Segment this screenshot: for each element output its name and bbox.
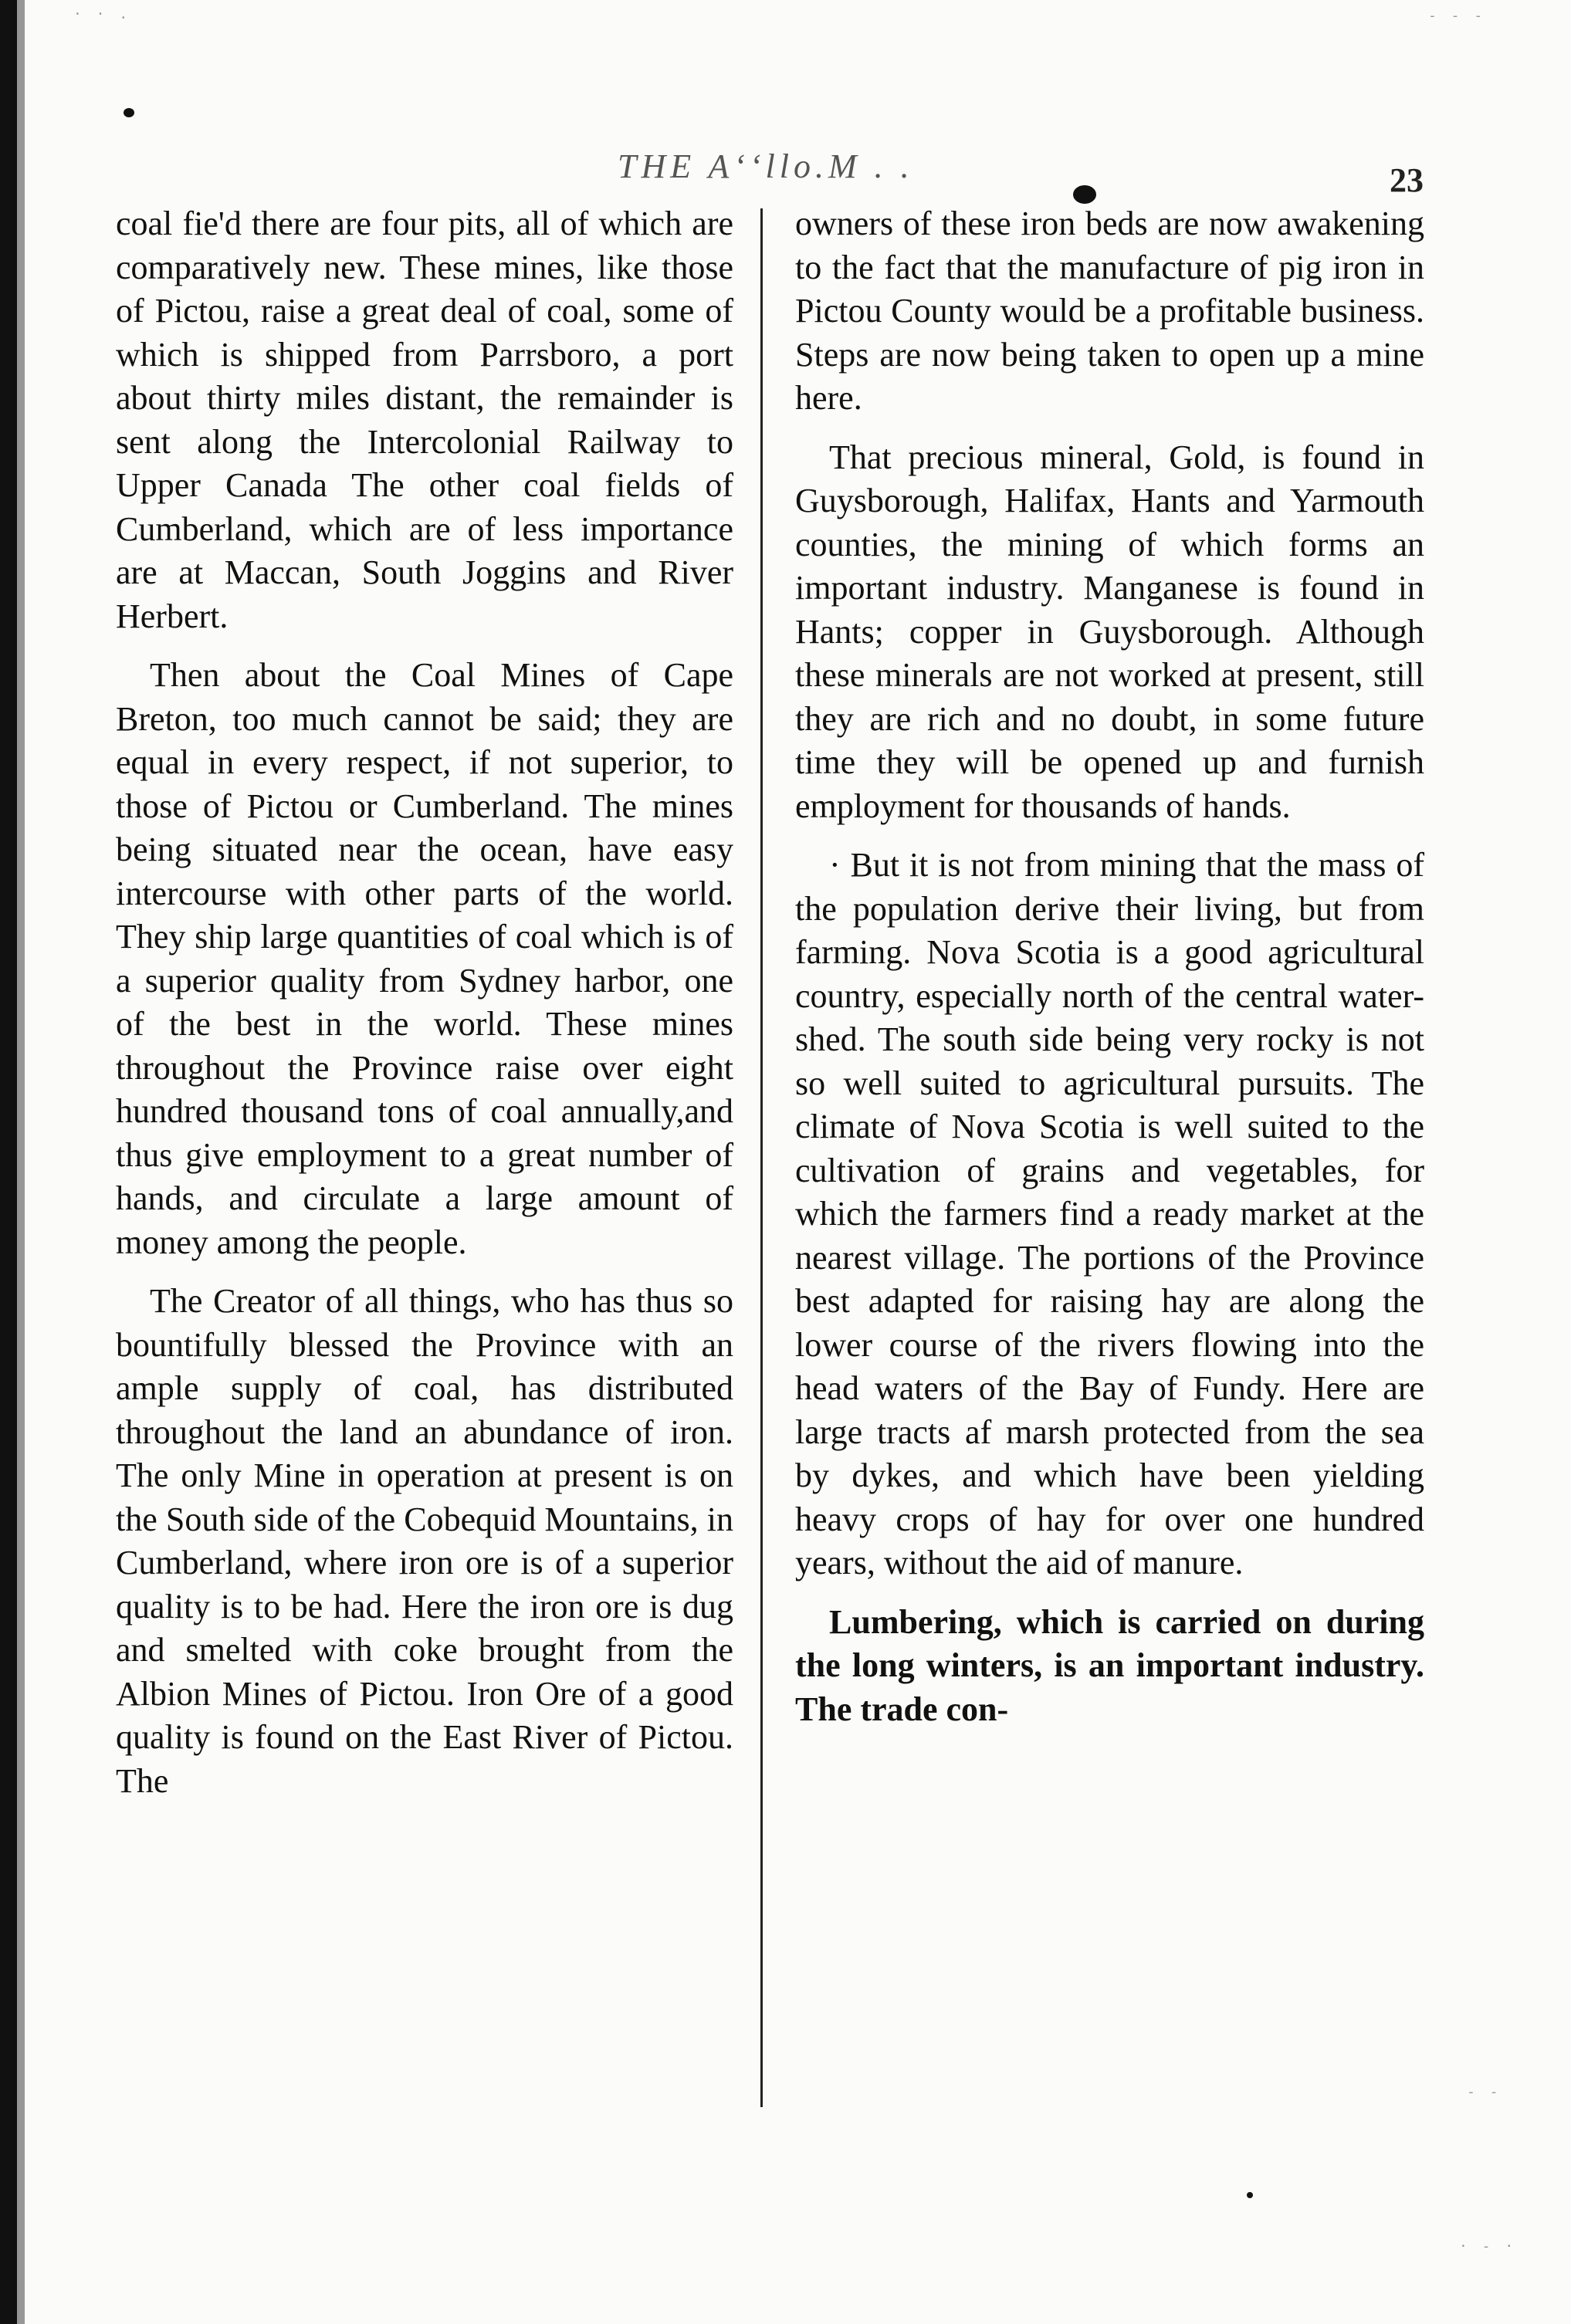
column-divider: [760, 208, 763, 2107]
scan-noise: · - ·: [1459, 2238, 1517, 2255]
scan-noise: - - -: [1428, 8, 1486, 24]
ink-speck: [124, 108, 134, 117]
page-number: 23: [1390, 161, 1424, 199]
scan-noise: · · .: [73, 6, 131, 22]
page-header: [0, 147, 1571, 199]
right-column: [795, 202, 1424, 1747]
paragraph: Lumbering, which is carried on during the long winters, is an important industry. The trade con-: [795, 1602, 1424, 1728]
paragraph: That precious mineral, Gold, is found in Guysborough, Halifax, Hants and Yarmouth counties, the mining of which forms an important industry. Manganese is found in Hants; copper in Guysborough. Although these minerals are not worked at present, still they are rich and no doubt, in some future time they will be opened up and furnish employment for thousands of hands.: [795, 438, 1424, 825]
paragraph: The Creator of all things, who has thus so bountifully blessed the Province with an ample supply of coal, has distributed throughout the land an abundance of iron. The only Mine in operation at present is on the South side of the Cobequid Mountains, in Cumberland, where iron ore is of a superior quality is to be had. Here the iron ore is dug and smelted with coke brought from the Albion Mines of Pictou. Iron Ore of a good quality is found on the East River of Pictou. The: [116, 1282, 733, 1800]
left-column: [116, 202, 733, 1818]
scan-binding-edge: [0, 0, 17, 2324]
paragraph: · But it is not from mining that the mass of the population derive their living, but from farming. Nova Scotia is a good agricultural country, especially north of the central water-shed. The south side being very rocky is not so well suited to agricultural pursuits. The climate of Nova Scotia is well suited to the cultivation of grains and vegetables, for which the farmers find a ready market at the nearest village. The portions of the Province best adapted for raising hay are along the lower course of the rivers flowing into the head waters of the Bay of Fundy. Here are large tracts af marsh protected from the sea by dykes, and which have been yielding heavy crops of hay for over one hundred years, without the aid of manure.: [795, 846, 1424, 1581]
paragraph: owners of these iron beds are now awakening to the fact that the manufacture of pig iron in Pictou County would be a profitable business. Steps are now being taken to open up a mine here.: [795, 205, 1424, 417]
scan-noise: - -: [1467, 2084, 1502, 2100]
scan-binding-shadow: [17, 0, 25, 2324]
running-head: THE Aʻʻllo.M . .: [618, 147, 914, 185]
ink-speck: [1247, 2192, 1253, 2198]
paragraph: coal fie'd there are four pits, all of which are comparatively new. These mines, like those of Pictou, raise a great deal of coal, some of which is shipped from Parrsboro, a port about thirty miles distant, the remainder is sent along the Intercolonial Railway to Upper Canada The other coal fields of Cumberland, which are of less importance are at Maccan, South Joggins and River Herbert.: [116, 205, 733, 635]
paragraph: Then about the Coal Mines of Cape Breton, too much cannot be said; they are equal in every respect, if not superior, to those of Pictou or Cumberland. The mines being situated near the ocean, have easy intercourse with other parts of the world. They ship large quantities of coal which is of a superior quality from Sydney harbor, one of the best in the world. These mines throughout the Province raise over eight hundred thousand tons of coal annually,and thus give employment to a great number of hands, and circulate a large amount of money among the people.: [116, 656, 733, 1261]
